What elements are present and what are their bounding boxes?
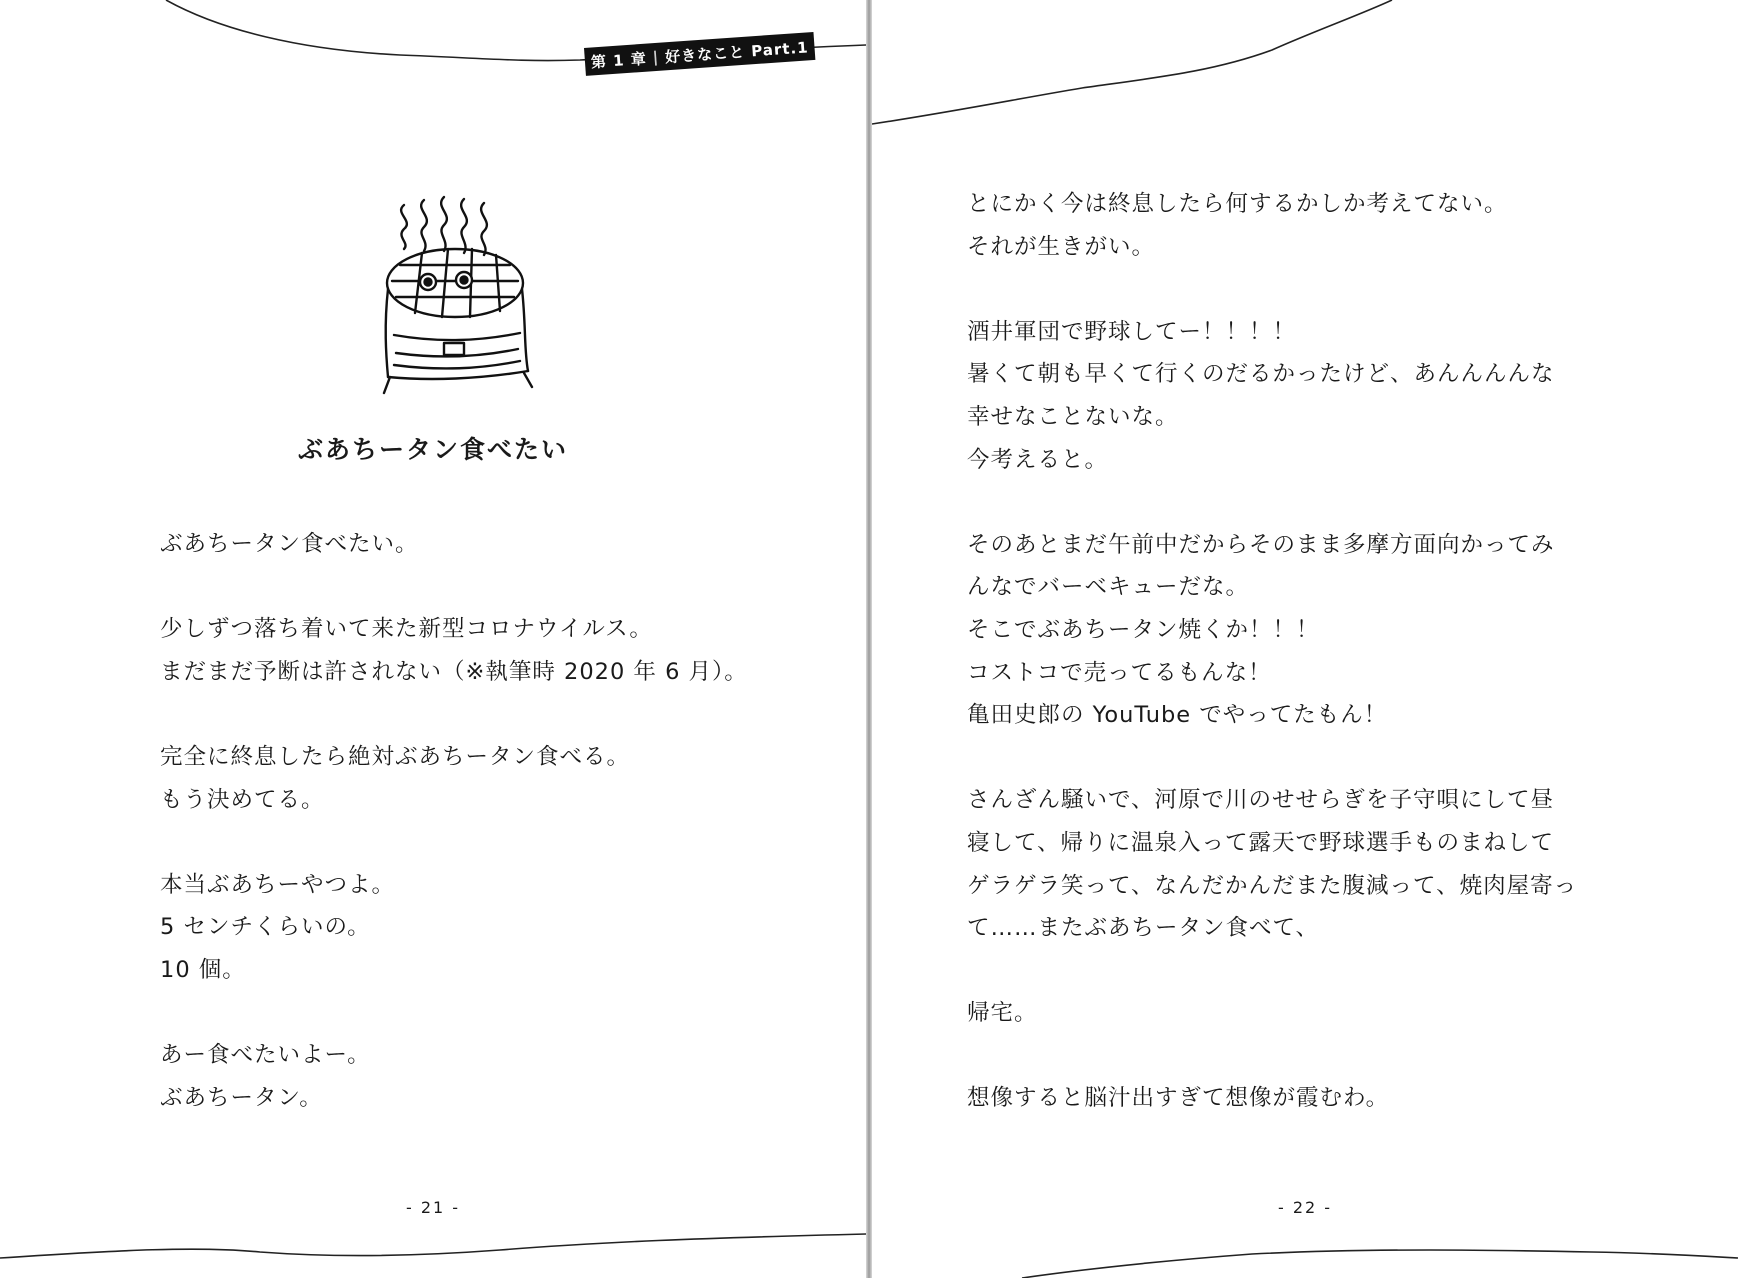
text-line: 亀田史郎の YouTube でやってたもん！ <box>967 702 1388 729</box>
text-line: 寝して、帰りに温泉入って露天で野球選手ものまねして <box>967 829 1555 856</box>
text-line: さんざん騒いで、河原で川のせせらぎを子守唄にして昼 <box>967 787 1555 814</box>
text-line: 5 センチくらいの。 <box>160 914 371 941</box>
chapter-section: 好きなこと Part.1 <box>664 37 810 66</box>
text-line: 完全に終息したら絶対ぶあちータン食べる。 <box>160 743 631 770</box>
page-number-left: - 21 - <box>405 1198 461 1217</box>
text-line: 暑くて朝も早くて行くのだるかったけど、あんんんんな <box>967 361 1555 388</box>
text-line: そのあとまだ午前中だからそのまま多摩方面向かってみ <box>967 531 1555 558</box>
text-line: まだまだ予断は許されない（※執筆時 2020 年 6 月）。 <box>160 658 748 685</box>
text-line: 帰宅。 <box>967 1000 1038 1027</box>
left-page <box>0 0 866 1278</box>
chapter-separator: | <box>652 47 660 67</box>
blank-line <box>967 950 1617 993</box>
blank-line <box>967 1035 1617 1078</box>
blank-line <box>967 481 1617 524</box>
blank-line <box>967 268 1617 311</box>
text-line: コストコで売ってるもんな！ <box>967 659 1272 686</box>
blank-line <box>160 566 800 609</box>
text-line: とにかく今は終息したら何するかしか考えてない。 <box>967 191 1508 217</box>
text-line: ぶあちータン。 <box>160 1084 323 1111</box>
text-line: 10 個。 <box>160 956 246 983</box>
text-line: もう決めてる。 <box>160 786 325 813</box>
blank-line <box>160 821 800 864</box>
text-line: そこでぶあちータン焼くか！！！ <box>967 616 1320 643</box>
page-number-right: - 22 - <box>1277 1198 1333 1217</box>
text-line: んなでバーベキューだな。 <box>967 574 1250 601</box>
right-body-text <box>967 183 1617 1120</box>
text-line: 幸せなことないな。 <box>967 403 1179 430</box>
blank-line <box>160 693 800 736</box>
right-page <box>872 0 1738 1278</box>
text-line: 酒井軍団で野球してー！！！！ <box>967 318 1297 345</box>
text-line: て……またぶあちータン食べて、 <box>967 915 1320 942</box>
blank-line <box>160 992 800 1035</box>
text-line: 少しずつ落ち着いて来た新型コロナウイルス。 <box>160 616 653 643</box>
text-line: ぶあちータン食べたい。 <box>160 531 419 557</box>
article-title: ぶあちータン食べたい <box>297 435 568 464</box>
text-line: それが生きがい。 <box>967 233 1156 260</box>
grilled-beef-tongue-drawing <box>360 185 560 395</box>
text-line: あー食べたいよー。 <box>160 1042 371 1069</box>
left-body-text <box>160 523 800 1119</box>
text-line: 今考えると。 <box>967 446 1109 473</box>
blank-line <box>967 737 1617 780</box>
text-line: ゲラゲラ笑って、なんだかんだまた腹減って、焼肉屋寄っ <box>967 872 1578 899</box>
text-line: 想像すると脳汁出すぎて想像が霞むわ。 <box>967 1085 1390 1112</box>
text-line: 本当ぶあちーやつよ。 <box>160 871 396 898</box>
chapter-number: 第 1 章 <box>590 49 648 72</box>
